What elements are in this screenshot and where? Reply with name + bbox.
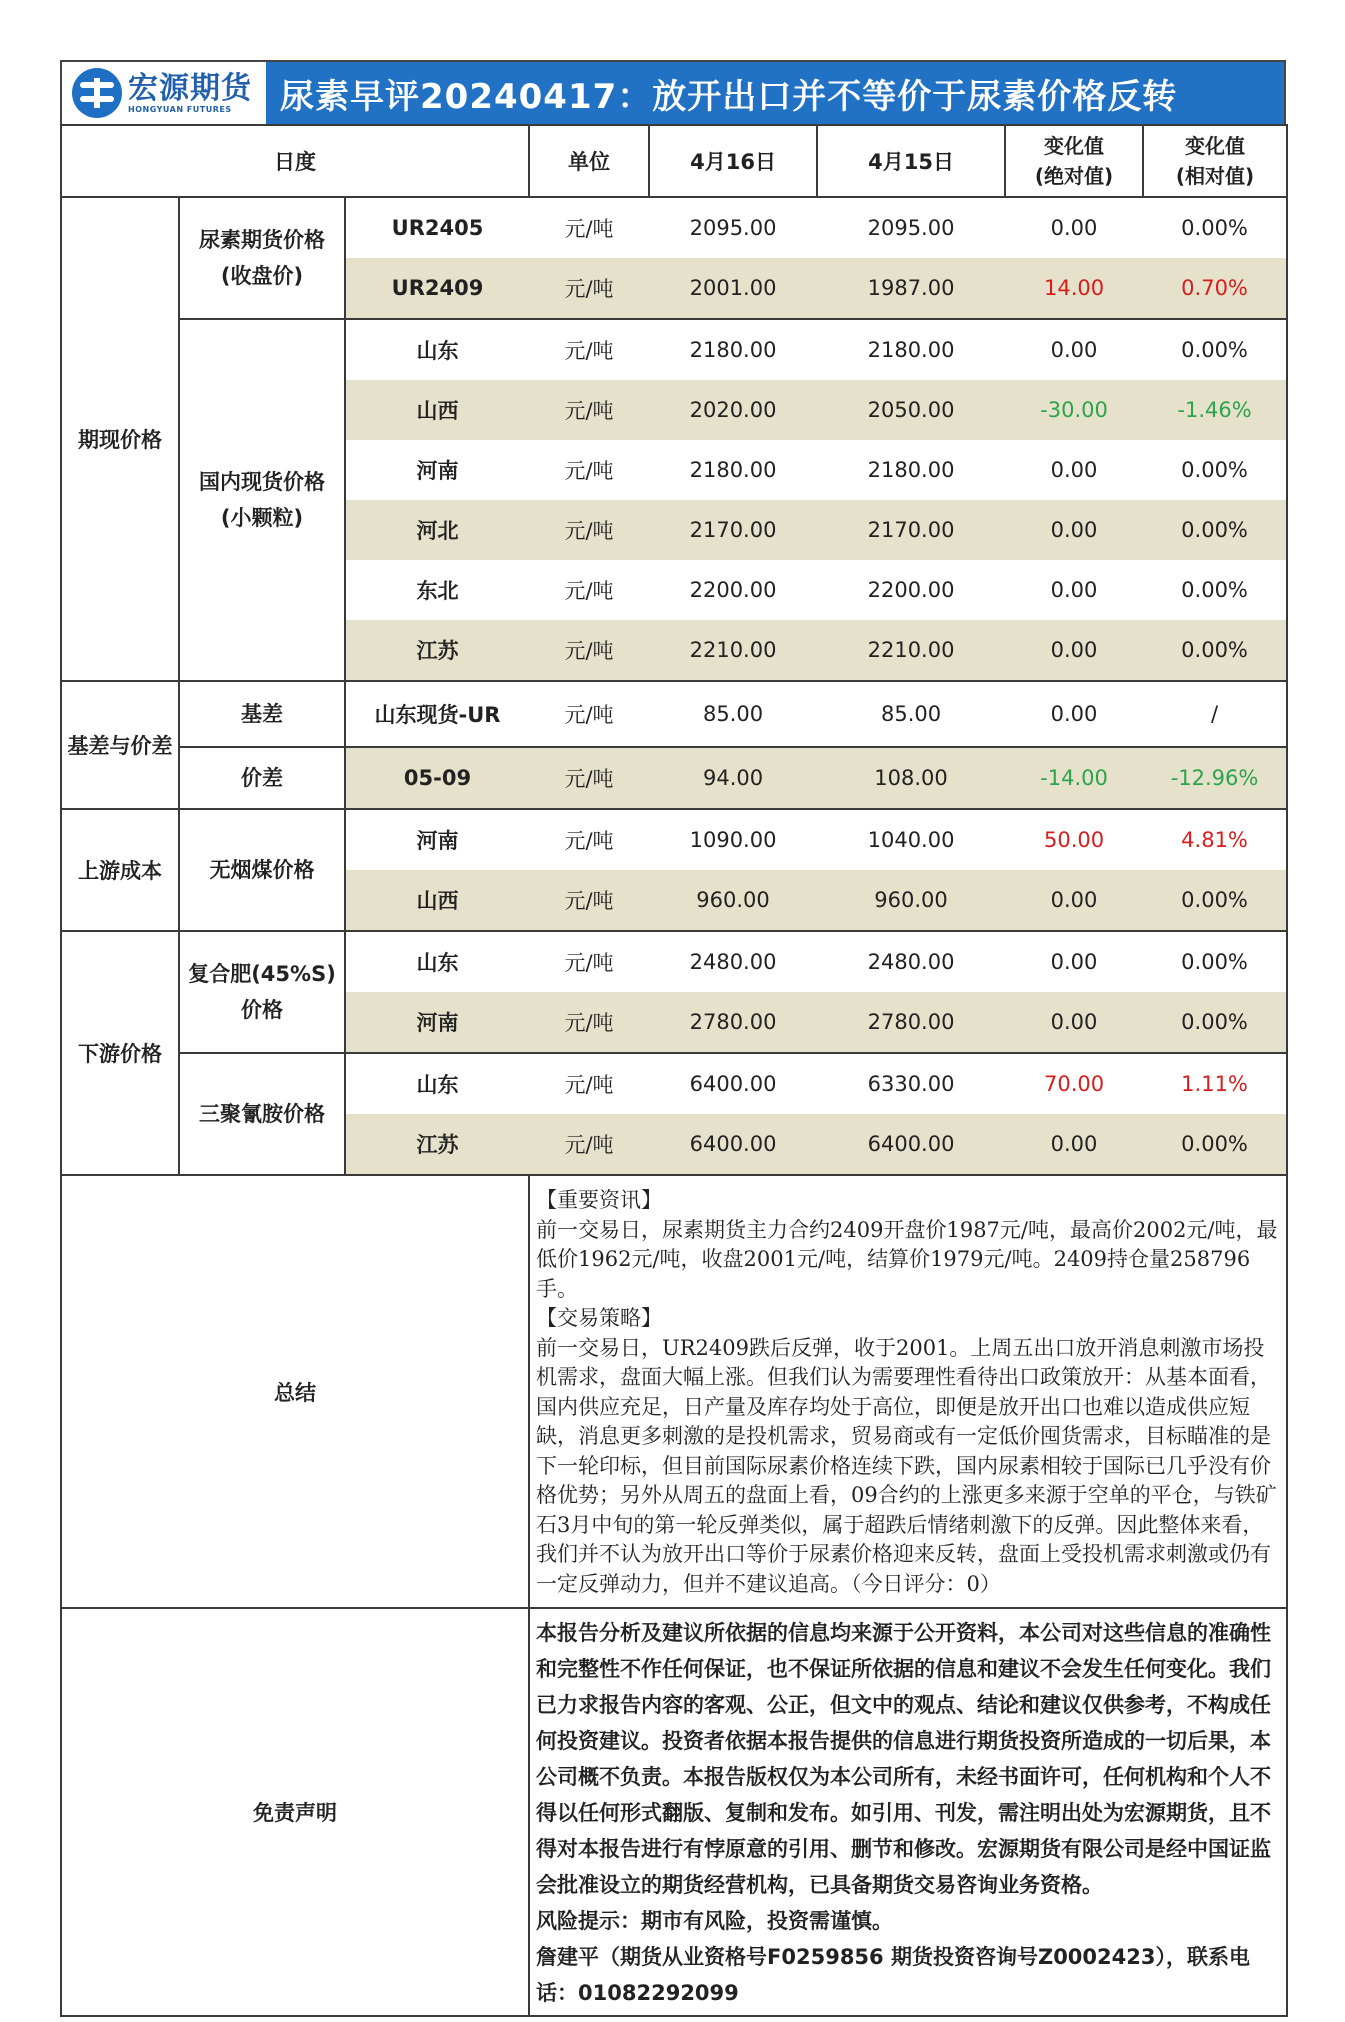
row-item: 江苏 xyxy=(345,620,529,681)
row-abs: 70.00 xyxy=(1043,1072,1105,1096)
summary-heading-news: 【重要资讯】 xyxy=(536,1188,663,1212)
row-rel: 0.00% xyxy=(1143,870,1287,931)
row-d1: 6400.00 xyxy=(689,1072,777,1096)
row-d2: 85.00 xyxy=(817,681,1005,747)
row-abs: -30.00 xyxy=(1005,380,1143,440)
analyst-contact: 詹建平（期货从业资格号F0259856 期货投资咨询号Z0002423），联系电话：01082292099 xyxy=(536,1945,1250,2005)
subgroup-spot: 国内现货价格 (小颗粒) xyxy=(179,319,345,681)
row-rel: 0.00% xyxy=(1143,1114,1287,1175)
row-d1: 2001.00 xyxy=(649,258,817,319)
row-item: UR2409 xyxy=(345,258,529,319)
summary-news-text: 前一交易日，尿素期货主力合约2409开盘价1987元/吨，最高价2002元/吨，最低价1962元/吨，收盘2001元/吨，结算价1979元/吨。2409持仓量258796手。 xyxy=(536,1217,1278,1301)
row-d1: 1090.00 xyxy=(689,828,777,852)
hongyuan-logo-icon xyxy=(72,68,122,118)
row-d2: 2095.00 xyxy=(867,216,955,240)
row-item: 东北 xyxy=(416,579,459,603)
company-logo xyxy=(62,62,266,124)
table-row xyxy=(61,747,1287,809)
row-item: 山西 xyxy=(345,380,529,440)
row-d2: 2210.00 xyxy=(817,620,1005,681)
row-rel: 1.11% xyxy=(1143,1053,1287,1114)
row-item: 山西 xyxy=(345,870,529,931)
subgroup-coal: 无烟煤价格 xyxy=(179,809,345,931)
subgroup-fertilizer: 复合肥(45%S) 价格 xyxy=(179,931,345,1053)
row-d2: 6400.00 xyxy=(817,1114,1005,1175)
row-item: 山东 xyxy=(416,951,459,975)
row-unit: 元/吨 xyxy=(529,870,649,931)
row-d1: 2180.00 xyxy=(689,338,777,362)
subgroup-futures: 尿素期货价格 (收盘价) xyxy=(179,197,345,319)
row-abs: 0.00 xyxy=(1050,216,1098,240)
row-unit: 元/吨 xyxy=(529,1114,649,1175)
row-abs: -14.00 xyxy=(1005,747,1143,809)
row-abs: 50.00 xyxy=(1043,828,1105,852)
row-d1: 2210.00 xyxy=(649,620,817,681)
row-d1: 6400.00 xyxy=(649,1114,817,1175)
subgroup-basis: 基差 xyxy=(179,681,345,747)
row-d1: 960.00 xyxy=(649,870,817,931)
row-abs: 0.00 xyxy=(1005,870,1143,931)
row-rel: 0.00% xyxy=(1143,197,1287,258)
disclaimer-label: 免责声明 xyxy=(61,1608,529,2016)
subgroup-spread: 价差 xyxy=(179,747,345,809)
row-d1: 2180.00 xyxy=(689,458,777,482)
report-header xyxy=(60,60,1286,124)
row-unit: 元/吨 xyxy=(564,829,614,853)
row-unit: 元/吨 xyxy=(564,459,614,483)
row-d1: 2170.00 xyxy=(649,500,817,560)
row-abs: 0.00 xyxy=(1005,1114,1143,1175)
header-change-abs: 变化值 (绝对值) xyxy=(1005,125,1143,197)
row-unit: 元/吨 xyxy=(529,380,649,440)
risk-warning: 风险提示：期市有风险，投资需谨慎。 xyxy=(536,1909,894,1933)
row-d1: 2200.00 xyxy=(689,578,777,602)
row-d1: 2480.00 xyxy=(689,950,777,974)
group-shangyou: 上游成本 xyxy=(61,809,179,931)
row-unit: 元/吨 xyxy=(529,747,649,809)
summary-row xyxy=(61,1175,1287,1608)
header-date-1: 4月16日 xyxy=(649,125,817,197)
price-table xyxy=(60,124,1288,2017)
row-d2: 2170.00 xyxy=(817,500,1005,560)
row-rel: 0.00% xyxy=(1143,319,1287,380)
row-item: 山东 xyxy=(416,339,459,363)
row-unit: 元/吨 xyxy=(564,1073,614,1097)
header-unit: 单位 xyxy=(529,125,649,197)
row-item: 山东 xyxy=(416,1073,459,1097)
table-row xyxy=(61,681,1287,747)
summary-heading-strategy: 【交易策略】 xyxy=(536,1306,663,1330)
row-item: 河南 xyxy=(416,459,459,483)
disclaimer-body: 本报告分析及建议所依据的信息均来源于公开资料，本公司对这些信息的准确性和完整性不作任何保证，也不保证所依据的信息和建议不会发生任何变化。我们已力求报告内容的客观、公正，但文中的观点、结论和建议仅供参考，不构成任何投资建议。投资者依据本报告提供的信息进行期货投资所造成的一切后果，本公司概不负责。本报告版权仅为本公司所有，未经书面许可，任何机构和个人不得以任何形式翻版、复制和发布。如引用、刊发，需注明出处为宏源期货，且不得对本报告进行有悖原意的引用、删节和修改。宏源期货有限公司是经中国证监会批准设立的期货经营机构，已具备期货交易咨询业务资格。 xyxy=(536,1621,1272,1897)
row-unit: 元/吨 xyxy=(529,620,649,681)
table-row xyxy=(61,319,1287,380)
row-d2: 6330.00 xyxy=(867,1072,955,1096)
row-rel: -1.46% xyxy=(1143,380,1287,440)
row-unit: 元/吨 xyxy=(529,992,649,1053)
row-d2: 2180.00 xyxy=(867,338,955,362)
row-abs: 0.00 xyxy=(1005,681,1143,747)
row-d2: 2050.00 xyxy=(817,380,1005,440)
table-row xyxy=(61,197,1287,258)
row-d2: 2780.00 xyxy=(817,992,1005,1053)
subgroup-melamine: 三聚氰胺价格 xyxy=(179,1053,345,1175)
row-item: 河北 xyxy=(345,500,529,560)
row-rel: 0.00% xyxy=(1143,500,1287,560)
summary-strategy-text: 前一交易日，UR2409跌后反弹，收于2001。上周五出口放开消息刺激市场投机需求，盘面大幅上涨。但我们认为需要理性看待出口政策放开：从基本面看，国内供应充足，日产量及库存均处于高位，即便是放开出口也难以造成供应短缺，消息更多刺激的是投机需求，贸易商或有一定低价囤货需求，目标瞄准的是下一轮印标，但目前国际尿素价格连续下跌，国内尿素相较于国际已几乎没有价格优势；另外从周五的盘面上看，09合约的上涨更多来源于空单的平仓，与铁矿石3月中旬的第一轮反弹类似，属于超跌后情绪刺激下的反弹。因此整体来看，我们并不认为放开出口等价于尿素价格迎来反转，盘面上受投机需求刺激或仍有一定反弹动力，但并不建议追高。（今日评分：0） xyxy=(536,1335,1277,1596)
row-unit: 元/吨 xyxy=(564,951,614,975)
row-abs: 14.00 xyxy=(1005,258,1143,319)
row-rel: -12.96% xyxy=(1143,747,1287,809)
disclaimer-row xyxy=(61,1608,1287,2016)
report-title: 尿素早评20240417：放开出口并不等价于尿素价格反转 xyxy=(266,62,1284,124)
summary-text xyxy=(529,1175,1287,1608)
row-rel: 0.00% xyxy=(1143,992,1287,1053)
row-d1: 2095.00 xyxy=(689,216,777,240)
row-item: 河南 xyxy=(345,992,529,1053)
row-abs: 0.00 xyxy=(1050,578,1098,602)
row-d2: 2480.00 xyxy=(867,950,955,974)
table-row xyxy=(61,809,1287,870)
disclaimer-text xyxy=(529,1608,1287,2016)
row-item: UR2405 xyxy=(391,216,484,240)
report-document xyxy=(60,60,1286,2017)
table-header-row xyxy=(61,125,1287,197)
row-d2: 2180.00 xyxy=(867,458,955,482)
row-d1: 2780.00 xyxy=(649,992,817,1053)
row-abs: 0.00 xyxy=(1005,500,1143,560)
row-unit: 元/吨 xyxy=(529,681,649,747)
row-rel: 0.00% xyxy=(1143,620,1287,681)
group-xiayou: 下游价格 xyxy=(61,931,179,1175)
row-rel: 4.81% xyxy=(1143,809,1287,870)
logo-chinese-name: 宏源期货 xyxy=(128,70,252,106)
row-item: 山东现货-UR xyxy=(345,681,529,747)
row-abs: 0.00 xyxy=(1050,458,1098,482)
row-item: 江苏 xyxy=(345,1114,529,1175)
logo-english-name: HONGYUAN FUTURES xyxy=(128,104,232,114)
row-abs: 0.00 xyxy=(1050,338,1098,362)
row-unit: 元/吨 xyxy=(564,217,614,241)
row-abs: 0.00 xyxy=(1005,620,1143,681)
row-rel: / xyxy=(1143,681,1287,747)
row-item: 河南 xyxy=(416,829,459,853)
row-unit: 元/吨 xyxy=(564,579,614,603)
row-d1: 94.00 xyxy=(649,747,817,809)
row-d2: 2200.00 xyxy=(867,578,955,602)
summary-label: 总结 xyxy=(61,1175,529,1608)
row-rel: 0.00% xyxy=(1143,440,1287,500)
row-item: 05-09 xyxy=(345,747,529,809)
row-unit: 元/吨 xyxy=(564,339,614,363)
group-qixian: 期现价格 xyxy=(61,197,179,681)
row-rel: 0.70% xyxy=(1143,258,1287,319)
row-abs: 0.00 xyxy=(1050,950,1098,974)
row-rel: 0.00% xyxy=(1143,560,1287,620)
header-change-rel: 变化值 (相对值) xyxy=(1143,125,1287,197)
row-unit: 元/吨 xyxy=(529,500,649,560)
group-jicha: 基差与价差 xyxy=(61,681,179,809)
row-rel: 0.00% xyxy=(1143,931,1287,992)
row-abs: 0.00 xyxy=(1005,992,1143,1053)
table-row xyxy=(61,931,1287,992)
row-d2: 1987.00 xyxy=(817,258,1005,319)
header-date-2: 4月15日 xyxy=(817,125,1005,197)
row-d1: 2020.00 xyxy=(649,380,817,440)
row-d2: 1040.00 xyxy=(867,828,955,852)
row-d2: 960.00 xyxy=(817,870,1005,931)
row-unit: 元/吨 xyxy=(529,258,649,319)
header-dimension: 日度 xyxy=(61,125,529,197)
table-row xyxy=(61,1053,1287,1114)
row-d1: 85.00 xyxy=(649,681,817,747)
row-d2: 108.00 xyxy=(817,747,1005,809)
